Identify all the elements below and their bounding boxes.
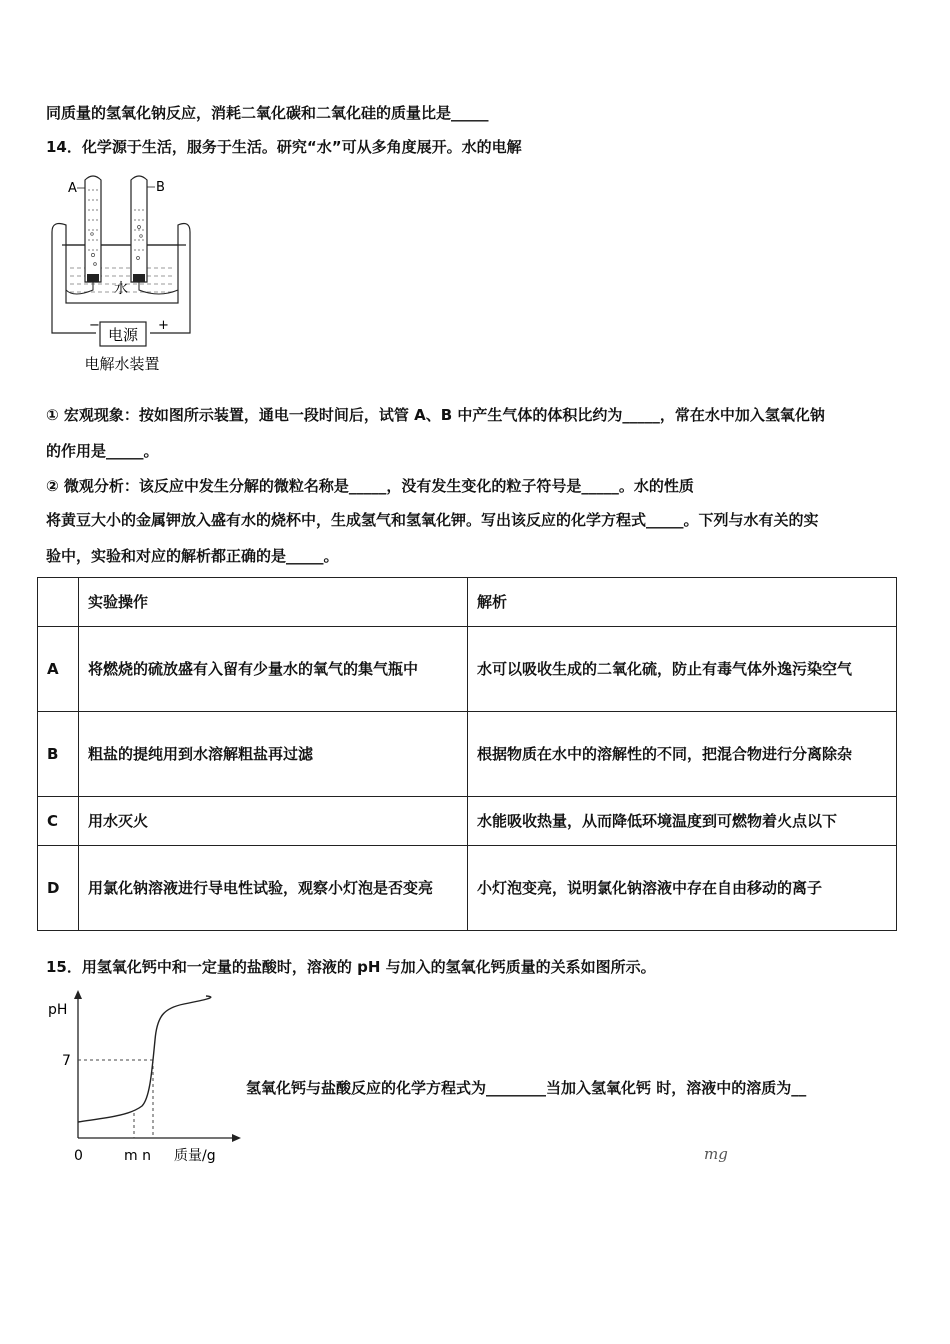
analysis-cell: 水可以吸收生成的二氧化硫，防止有毒气体外逸污染空气: [468, 627, 897, 712]
table-row: [38, 712, 897, 797]
option-cell: D: [38, 846, 79, 931]
question-15-blanks: 氢氧化钙与盐酸反应的化学方程式为________当加入氢氧化钙 时，溶液中的溶质为__: [246, 1079, 807, 1097]
electrode-positive: [133, 274, 145, 282]
mass-symbol-mg: mg: [704, 1145, 728, 1163]
negative-terminal-label: −: [89, 318, 100, 333]
operation-cell: 粗盐的提纯用到水溶解粗盐再过滤: [79, 712, 468, 797]
analysis-cell: 根据物质在水中的溶解性的不同，把混合物进行分离除杂: [468, 712, 897, 797]
table-row: [38, 627, 897, 712]
ph-curve: [78, 996, 211, 1122]
operation-cell: 用水灭火: [79, 797, 468, 846]
question-14-title: 14．化学源于生活，服务于生活。研究“水”可从多角度展开。水的电解: [46, 138, 522, 156]
text-line-potassium-1: 将黄豆大小的金属钾放入盛有水的烧杯中，生成氢气和氢氧化钾。写出该反应的化学方程式_____。下列与水有关的实: [46, 511, 819, 529]
text-line-macro-2: 的作用是_____。: [46, 442, 159, 460]
analysis-cell: 小灯泡变亮，说明氯化钠溶液中存在自由移动的离子: [468, 846, 897, 931]
table-header-cell: 解析: [468, 578, 897, 627]
x-axis-label: 质量/g: [174, 1148, 216, 1164]
wire-right: [150, 232, 190, 333]
table-header-cell: 实验操作: [79, 578, 468, 627]
question-15-title: 15．用氢氧化钙中和一定量的盐酸时，溶液的 pH 与加入的氢氧化钙质量的关系如图所示。: [46, 958, 656, 976]
table-header-row: [38, 578, 897, 627]
operation-cell: 将燃烧的硫放盛有入留有少量水的氧气的集气瓶中: [79, 627, 468, 712]
operation-cell: 用氯化钠溶液进行导电性试验，观察小灯泡是否变亮: [79, 846, 468, 931]
apparatus-caption: 电解水装置: [84, 355, 160, 373]
option-cell: B: [38, 712, 79, 797]
table-row: [38, 846, 897, 931]
tube-a-label: A: [68, 181, 77, 196]
electrode-negative: [87, 274, 99, 282]
text-line-potassium-2: 验中，实验和对应的解析都正确的是_____。: [46, 547, 339, 565]
y-axis-label: pH: [48, 1002, 68, 1018]
tube-b-label: B: [156, 180, 165, 195]
experiment-table: [37, 577, 897, 931]
option-cell: A: [38, 627, 79, 712]
positive-terminal-label: +: [158, 318, 169, 333]
analysis-cell: 水能吸收热量，从而降低环境温度到可燃物着火点以下: [468, 797, 897, 846]
ph-curve-graph: [44, 990, 249, 1170]
water-label: 水: [114, 281, 128, 297]
text-line-macro-1: ① 宏观现象：按如图所示装置，通电一段时间后，试管 A、B 中产生气体的体积比约为_____，常在水中加入氢氧化钠: [46, 406, 825, 424]
table-row: [38, 797, 897, 846]
text-line-micro: ② 微观分析：该反应中发生分解的微粒名称是_____，没有发生变化的粒子符号是_____。水的性质: [46, 477, 694, 495]
test-tube-a: [85, 176, 101, 282]
power-source-label: 电源: [107, 326, 139, 344]
table-header-cell: [38, 578, 79, 627]
x-tick-labels: m n: [124, 1148, 151, 1164]
origin-label: 0: [74, 1148, 83, 1164]
option-cell: C: [38, 797, 79, 846]
y-tick-7: 7: [62, 1053, 71, 1069]
electrolysis-apparatus-figure: [44, 170, 194, 375]
text-line-1: 同质量的氢氧化钠反应，消耗二氧化碳和二氧化硅的质量比是_____: [46, 104, 489, 122]
test-tube-b: [131, 176, 147, 282]
